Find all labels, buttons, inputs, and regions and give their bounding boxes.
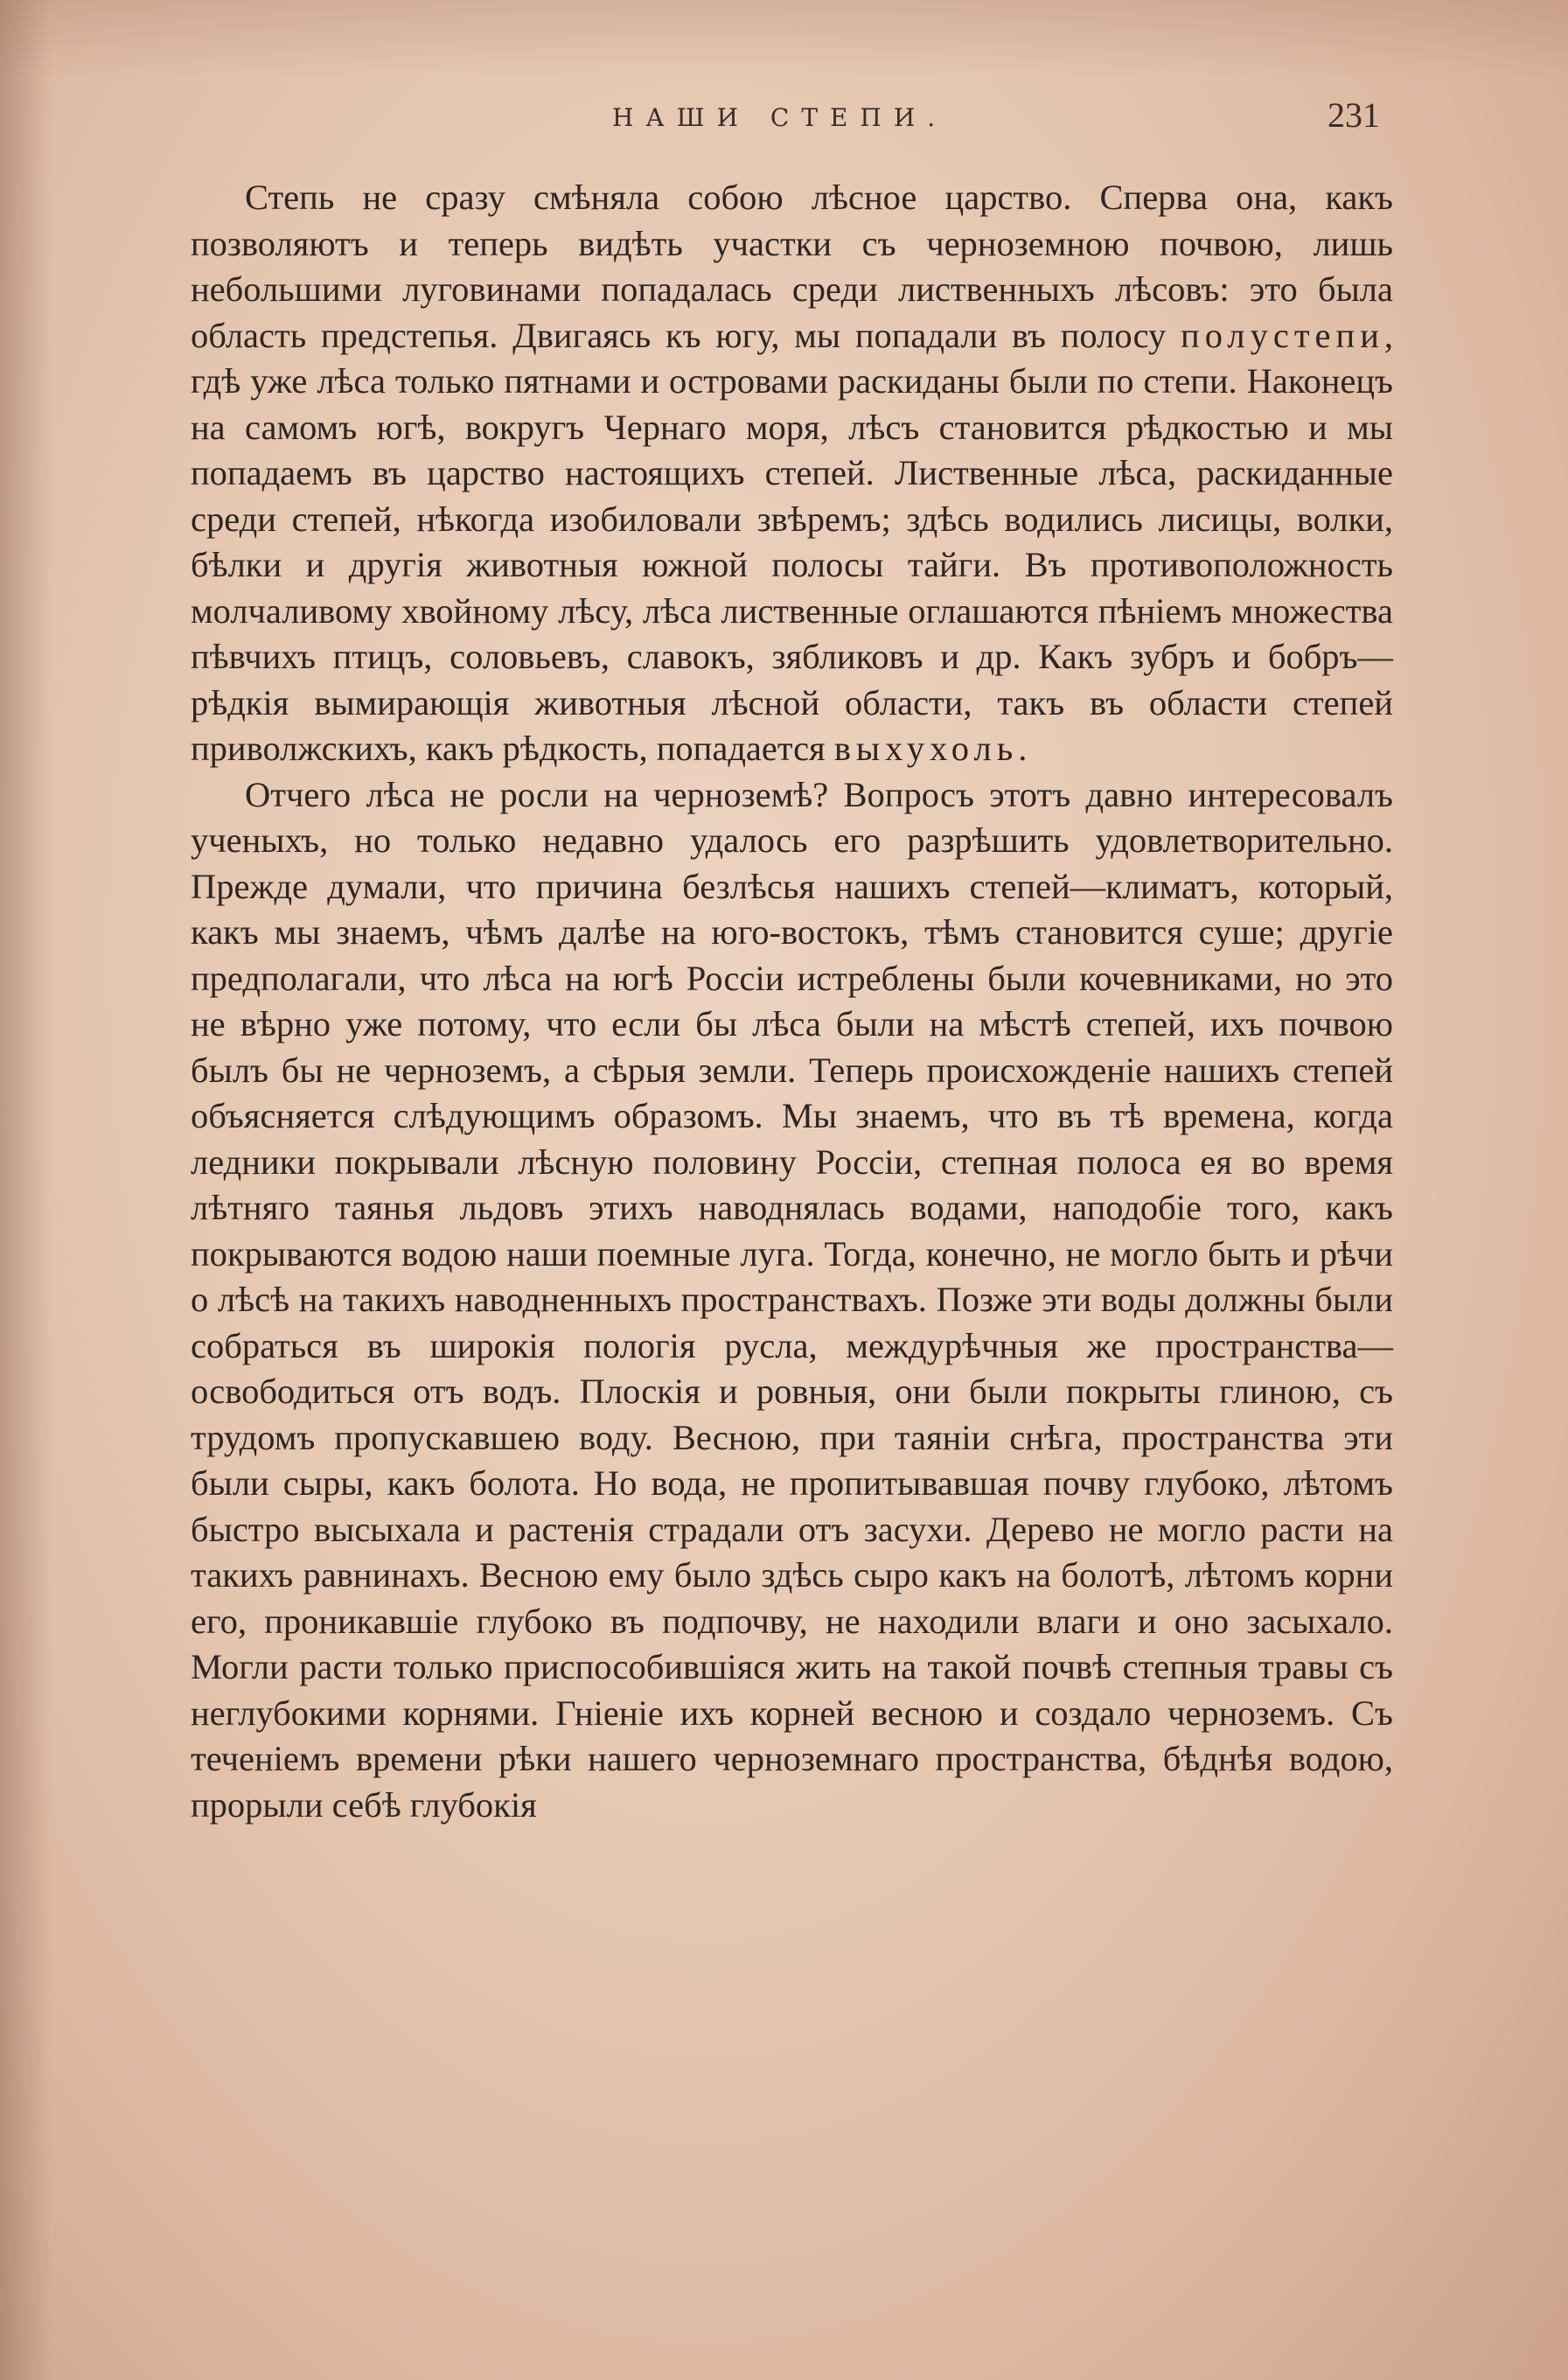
body-text: [191, 175, 1393, 1828]
emphasis-vykhukhol: выхухоль: [833, 729, 1019, 768]
page-edge-shadow: [0, 0, 52, 2380]
paragraph-2: Отчего лѣса не росли на черноземѣ? Вопросъ этотъ давно интересовалъ ученыхъ, но только недавно удалось его разрѣшить удовлетворительно. Прежде думали, что причина безлѣсья нашихъ степей—климатъ, который, какъ мы знаемъ, чѣмъ далѣе на юго-востокъ, тѣмъ становится суше; другіе предполагали, что лѣса на югѣ Россіи истреблены были кочевниками, но это не вѣрно уже потому, что если бы лѣса были на мѣстѣ степей, ихъ почвою былъ бы не черноземъ, а сѣрыя земли. Теперь происхожденіе нашихъ степей объясняется слѣдующимъ образомъ. Мы знаемъ, что въ тѣ времена, когда ледники покрывали лѣсную половину Россіи, степная полоса ея во время лѣтняго таянья льдовъ этихъ наводнялась водами, наподобіе того, какъ покрываются водою наши поемные луга. Тогда, конечно, не могло быть и рѣчи о лѣсѣ на такихъ наводненныхъ пространствахъ. Позже эти воды должны были собраться въ широкія пологія русла, междурѣчныя же пространства—освободиться отъ водъ. Плоскія и ровныя, они были покрыты глиною, съ трудомъ пропускавшею воду. Весною, при таяніи снѣга, пространства эти были сыры, какъ болота. Но вода, не пропитывавшая почву глубоко, лѣтомъ быстро высыхала и растенія страдали отъ засухи. Дерево не могло расти на такихъ равнинахъ. Весною ему было здѣсь сыро какъ на болотѣ, лѣтомъ корни его, проникавшіе глубоко въ подпочву, не находили влаги и оно засыхало. Могли расти только приспособившіяся жить на такой почвѣ степныя травы съ неглубокими корнями. Гніеніе ихъ корней весною и создало черноземъ. Съ теченіемъ времени рѣки нашего черноземнаго пространства, бѣднѣя водою, прорыли себѣ глубокія: [191, 774, 1393, 1825]
emphasis-polustepi: полустепи: [1181, 315, 1384, 355]
page-top-stain: [0, 0, 1568, 79]
page-number: 231: [1328, 95, 1380, 135]
paragraph-1: Степь не сразу смѣняла собою лѣсное царство. Сперва она, какъ позволяютъ и теперь видѣть участки съ черноземною почвою, лишь небольшими луговинами попадалась среди лиственныхъ лѣсовъ: это была область предстепья. Двигаясь къ югу, мы попадали въ полосу полустепи, гдѣ уже лѣса только пятнами и островами раскиданы были по степи. Наконецъ на самомъ югѣ, вокругъ Чернаго моря, лѣсъ становится рѣдкостью и мы попадаемъ въ царство настоящихъ степей. Лиственные лѣса, раскиданные среди степей, нѣкогда изобиловали звѣремъ; здѣсь водились лисицы, волки, бѣлки и другія животныя южной полосы тайги. Въ противоположность молчаливому хвойному лѣсу, лѣса лиственные оглашаются пѣніемъ множества пѣвчихъ птицъ, соловьевъ, славокъ, зябликовъ и др. Какъ зубръ и бобръ—рѣдкія вымирающія животныя лѣсной области, такъ въ области степей приволжскихъ, какъ рѣдкость, попадается выхухоль.: [191, 178, 1393, 768]
running-title: НАШИ СТЕПИ.: [612, 103, 948, 132]
